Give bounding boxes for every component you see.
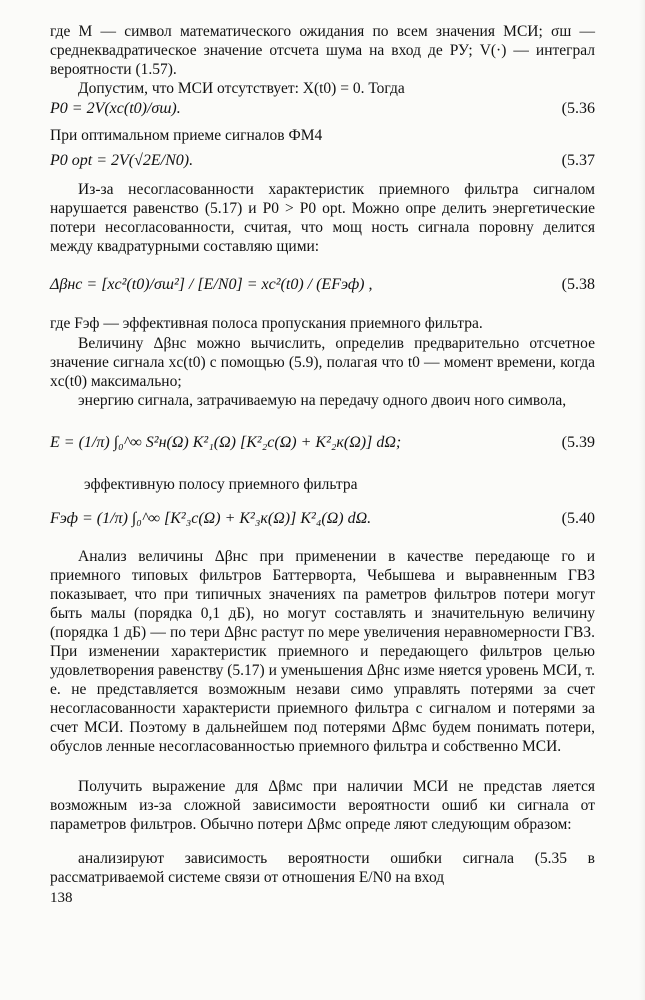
equation-expression: E = (1/π) ∫₀^∞ S²н(Ω) K²₁(Ω) [K²₂с(Ω) + K²₂к(Ω)] dΩ;: [50, 434, 402, 451]
equation-5-36: [50, 100, 595, 122]
paragraph-assumption: Допустим, что МСИ отсутствует: X(t0) = 0. Тогда: [78, 80, 405, 97]
equation-number: (5.37: [561, 152, 595, 169]
equation-expression: Fэф = (1/π) ∫₀^∞ [K²₃с(Ω) + K²₃к(Ω)] K²₄(Ω) dΩ.: [50, 510, 372, 527]
equation-number: (5.38: [561, 276, 595, 293]
paragraph-optimal-reception: При оптимальном приеме сигналов ФМ4: [50, 127, 323, 144]
equation-expression: P0 = 2V(xс(t0)/σш).: [50, 100, 181, 117]
paragraph-effective-band: где Fэф — эффективная полоса пропускания приемного фильтра.: [50, 315, 483, 332]
paragraph-mismatch: Из-за несогласованности характеристик приемного фильтра сигналом нарушается равенство (5.17) и P0 > P0 opt. Можно опре делить энергетические потери несогласованности, считая, что мощ ность сигнала поровну делится между квадратурными составляю щими:: [50, 181, 595, 255]
paragraph-analysis: Анализ величины Δβнс при применении в качестве передающе го и приемного типовых фильтров Баттерворта, Чебышева и выравненным ГВЗ показывает, что при типичных значениях па раметров фильтров потери могут быть малы (порядка 0,1 дБ), но могут составлять и значительную величину (порядка 1 дБ) — по тери Δβнс растут по мере увеличения неравномерности ГВЗ. При изменении характеристик приемного и передающего фильтров целью удовлетворения равенству (5.17) и уменьшения Δβнс изме няется уровень МСИ, т. е. не представляется возможным незави симо управлять потерями за счет несогласованности характеристи приемного фильтра с сигналом и потерями за счет МСИ. Поэтому в дальнейшем под потерями Δβмс будем понимать потери, обуслов ленные несогласованностью приемного фильтра и собственно МСИ.: [50, 548, 595, 755]
paragraph-definitions: где M — символ математического ожидания по всем значения МСИ; σш — среднеквадратическое значение отсчета шума на вход де РУ; V(·) — интеграл вероятности (1.57).: [50, 23, 595, 78]
equation-5-40: [50, 500, 595, 542]
page-number: 138: [50, 890, 73, 906]
equation-5-37: [50, 152, 595, 174]
equation-expression: Δβнс = [xс²(t0)/σш²] / [E/N0] = xс²(t0) / (EFэф) ,: [50, 276, 373, 293]
paragraph-expression: Получить выражение для Δβмс при наличии МСИ не представ ляется возможным из-за сложной зависимости вероятности ошиб ки сигнала от параметров фильтров. Обычно потери Δβмс опреде ляют следующим образом:: [50, 778, 595, 833]
page-edge-shadow: [639, 0, 645, 1000]
paragraph-energy: энергию сигнала, затрачиваемую на передачу одного двоич ного символа,: [78, 392, 567, 409]
equation-5-39: [50, 424, 595, 466]
paragraph-effective-band-intro: эффективную полосу приемного фильтра: [84, 476, 358, 493]
equation-number: (5.39: [561, 434, 595, 451]
paragraph-procedure: анализируют зависимость вероятности ошибки сигнала (5.35 в рассматриваемой системе связи от отношения E/N0 на вход: [50, 850, 595, 886]
paragraph-compute-loss: Величину Δβнс можно вычислить, определив предварительно отсчетное значение сигнала xс(t0) с помощью (5.9), полагая что t0 — момент времени, когда xс(t0) максимально;: [50, 335, 595, 390]
equation-number: (5.36: [561, 100, 595, 117]
equation-5-38: [50, 266, 595, 308]
equation-number: (5.40: [561, 510, 595, 527]
equation-expression: P0 opt = 2V(√2E/N0).: [50, 152, 194, 169]
